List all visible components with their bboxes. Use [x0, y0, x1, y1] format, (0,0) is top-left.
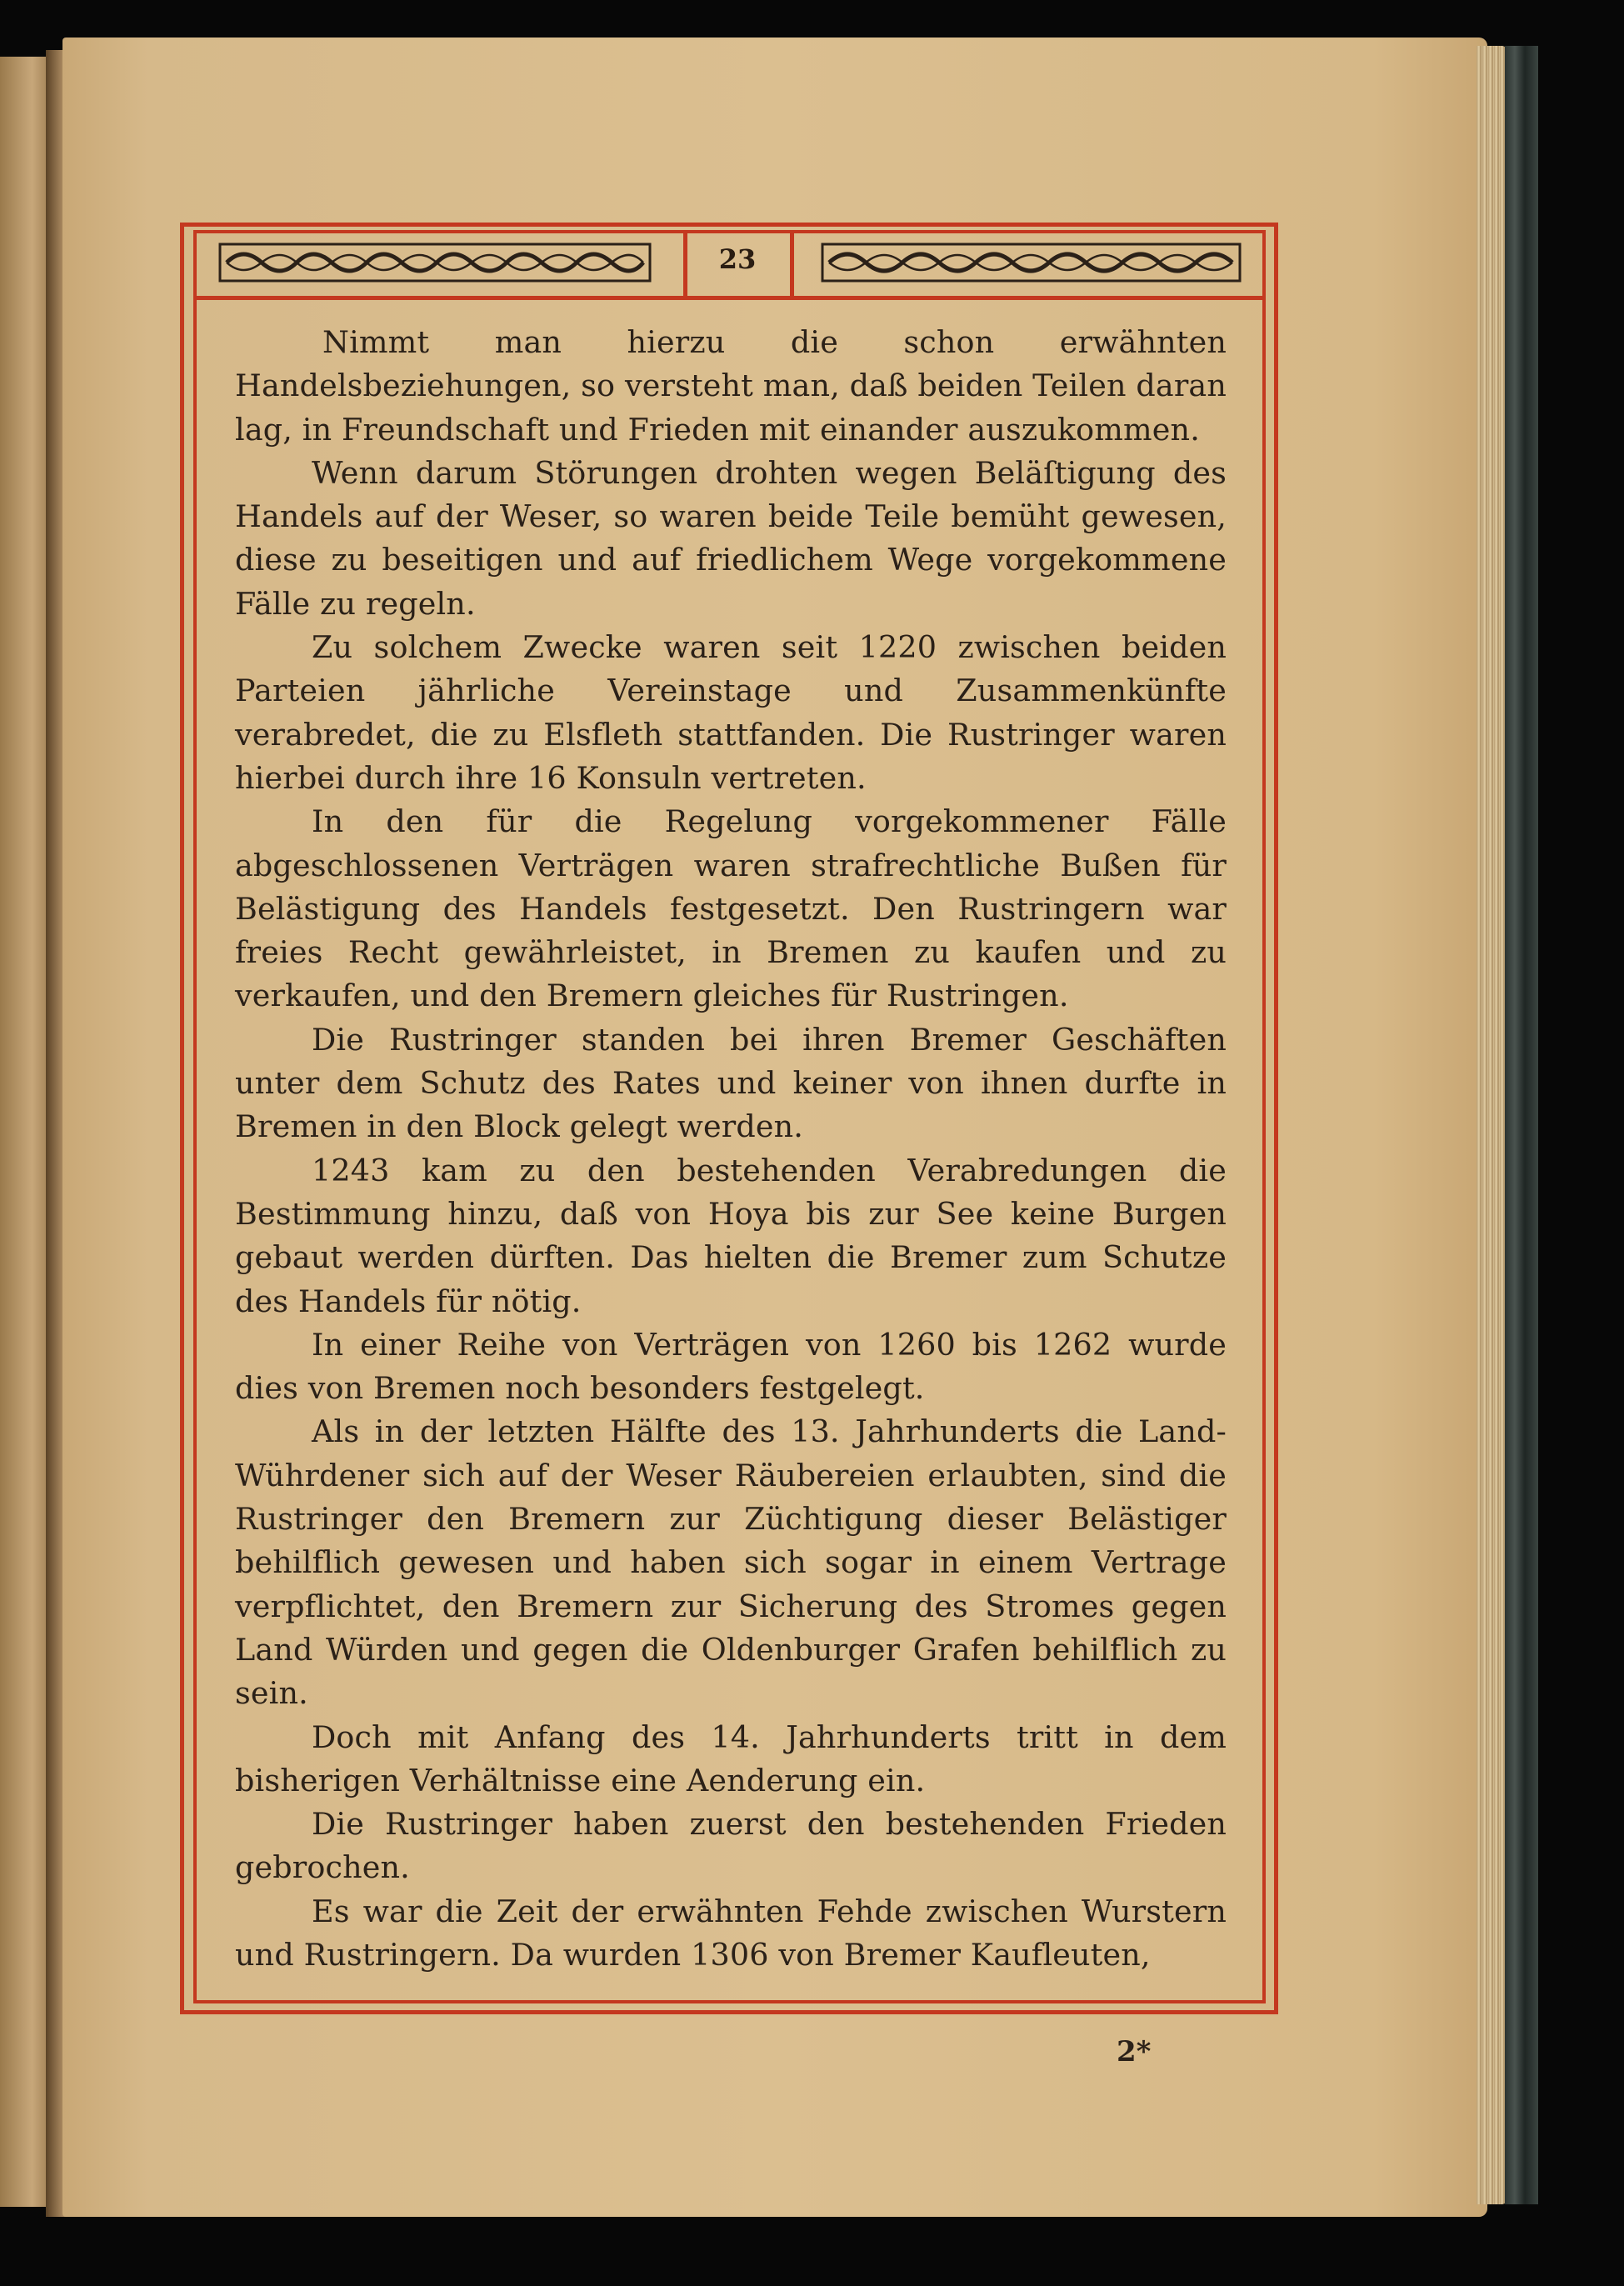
page-edges	[1477, 46, 1508, 2204]
header-divider-right	[790, 230, 794, 298]
paragraph: In einer Reihe von Verträgen von 1260 bis 1262 wurde dies von Bremen noch besonders festgelegt.	[235, 1326, 1227, 1407]
paragraph: Als in der letzten Hälfte des 13. Jahrhunderts die Land-Wührdener sich auf der Weser Räubereien erlaubten, sind die Rustringer den Bremern zur Züchtigung dieser Belästiger behilflich gewesen und haben sich sogar in einem Vertrage verpflichtet, den Bremern zur Sicherung des Stromes gegen Land Würden und gegen die Oldenburger Grafen behilflich zu sein.	[235, 1413, 1227, 1712]
paragraph: Die Rustringer haben zuerst den bestehenden Frieden gebrochen.	[235, 1806, 1227, 1886]
paragraph: Doch mit Anfang des 14. Jahrhunderts tritt in dem bisherigen Verhältnisse eine Aenderung ein.	[235, 1718, 1227, 1798]
page-number: 23	[718, 243, 757, 275]
right-ornament-band	[821, 239, 1242, 286]
paragraph: Es war die Zeit der erwähnten Fehde zwischen Wurstern und Rustringern. Da wurden 1306 von Bremer Kaufleuten,	[235, 1893, 1227, 1973]
paragraph: In den für die Regelung vorgekommener Fälle abgeschlossenen Verträgen waren strafrechtliche Bußen für Belästigung des Handels festgesetzt. Den Rustringern war freies Recht gewährleistet, in Bremen zu kaufen und zu verkaufen, und den Bremern gleiches für Rustringen.	[235, 803, 1227, 1014]
header-rule	[193, 296, 1266, 300]
header-divider-left	[683, 230, 687, 298]
paragraph: Die Rustringer standen bei ihren Bremer Geschäften unter dem Schutz des Rates und keiner von ihnen durfte in Bremen in den Block gelegt werden.	[235, 1021, 1227, 1145]
paragraph: Nimmt man hierzu die schon erwähnten Handelsbeziehungen, so versteht man, daß beiden Teilen daran lag, in Freundschaft und Frieden mit einander auszukommen.	[235, 324, 1227, 448]
marbled-cover-edge	[1505, 46, 1538, 2204]
signature-mark: 2*	[1117, 2035, 1152, 2068]
paragraph: 1243 kam zu den bestehenden Verabredungen die Bestimmung hinzu, daß von Hoya bis zur See keine Burgen gebaut werden dürften. Das hielten die Bremer zum Schutze des Handels für nötig.	[235, 1152, 1227, 1319]
paragraph: Zu solchem Zwecke waren seit 1220 zwischen beiden Parteien jährliche Vereinstage und Zusammenkünfte verabredet, die zu Elsfleth stattfanden. Die Rustringer waren hierbei durch ihre 16 Konsuln vertreten.	[235, 629, 1227, 796]
left-ornament-band	[218, 239, 652, 286]
paragraph: Wenn darum Störungen drohten wegen Beläſtigung des Handels auf der Weser, so waren beide Teile bemüht gewesen, diese zu beseitigen und auf friedlichem Wege vorgekommene Fälle zu regeln.	[235, 454, 1227, 622]
body-text	[235, 321, 1227, 1977]
